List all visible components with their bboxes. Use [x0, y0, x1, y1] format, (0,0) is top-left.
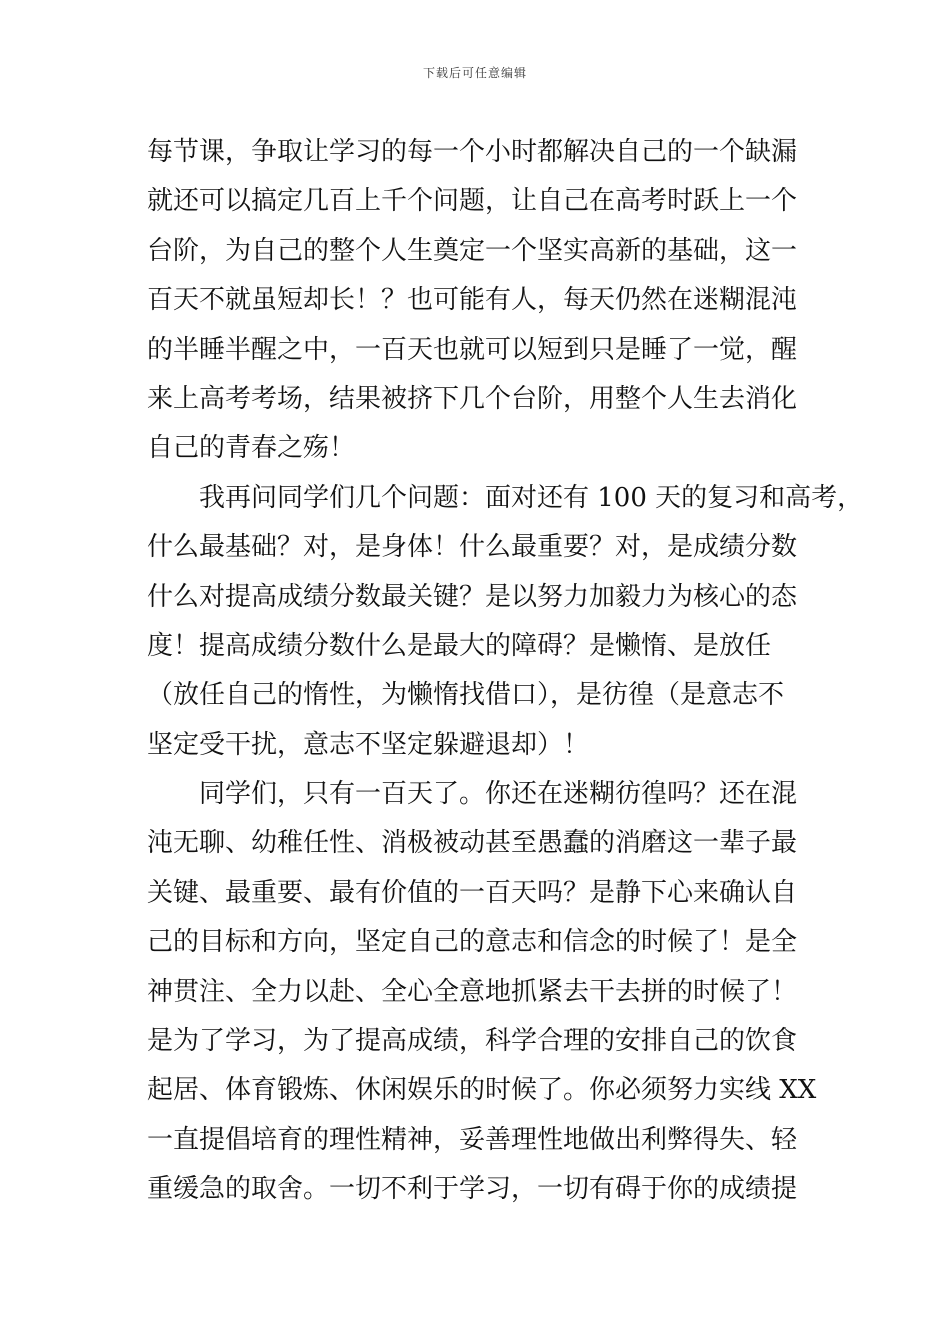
- text-line: 是为了学习，为了提高成绩，科学合理的安排自己的饮食: [147, 1026, 798, 1057]
- text-line: 什么最基础？对，是身体！什么最重要？对，是成绩分数: [147, 532, 798, 563]
- text-line: 每节课，争取让学习的每一个小时都解决自己的一个缺漏: [147, 137, 798, 167]
- text-line: 来上高考考场，结果被挤下几个台阶，用整个人生去消化: [147, 383, 798, 414]
- text-line: 起居、体育锻炼、休闲娱乐的时候了。你必须努力实线 XX: [147, 1075, 817, 1106]
- text-line: 什么对提高成绩分数最关键？是以努力加毅力为核心的态: [147, 581, 798, 612]
- page-header: 下载后可任意编辑: [422, 66, 527, 80]
- text-line: 台阶，为自己的整个人生奠定一个坚实高新的基础，这一: [147, 235, 798, 266]
- text-line: 重缓急的取舍。一切不利于学习，一切有碍于你的成绩提: [147, 1174, 798, 1205]
- text-line: 我再问同学们几个问题：面对还有 100 天的复习和高考，: [147, 482, 864, 513]
- text-line: 一直提倡培育的理性精神，妥善理性地做出利弊得失、轻: [147, 1124, 798, 1155]
- text-line: 就还可以搞定几百上千个问题，让自己在高考时跃上一个: [147, 186, 798, 217]
- text-line: 关键、最重要、最有价值的一百天吗？是静下心来确认自: [147, 877, 798, 908]
- document-body: [147, 128, 864, 1215]
- text-line: 坚定受干扰，意志不坚定躲避退却）！: [147, 729, 590, 760]
- text-line: （放任自己的惰性，为懒惰找借口），是彷徨（是意志不: [147, 680, 785, 711]
- text-line: 的半睡半醒之中，一百天也就可以短到只是睡了一觉，醒: [147, 334, 798, 365]
- text-line: 神贯注、全力以赴、全心全意地抓紧去干去拼的时候了！: [147, 976, 798, 1007]
- text-line: 己的目标和方向，坚定自己的意志和信念的时候了！是全: [147, 927, 798, 958]
- text-line: 沌无聊、幼稚任性、消极被动甚至愚蠢的消磨这一辈子最: [147, 828, 798, 859]
- text-line: 百天不就虽短却长！？也可能有人，每天仍然在迷糊混沌: [147, 285, 798, 316]
- text-line: 自己的青春之殇！: [147, 433, 356, 464]
- text-line: 同学们，只有一百天了。你还在迷糊彷徨吗？还在混: [147, 779, 798, 810]
- text-line: 度！提高成绩分数什么是最大的障碍？是懒惰、是放任: [147, 630, 772, 661]
